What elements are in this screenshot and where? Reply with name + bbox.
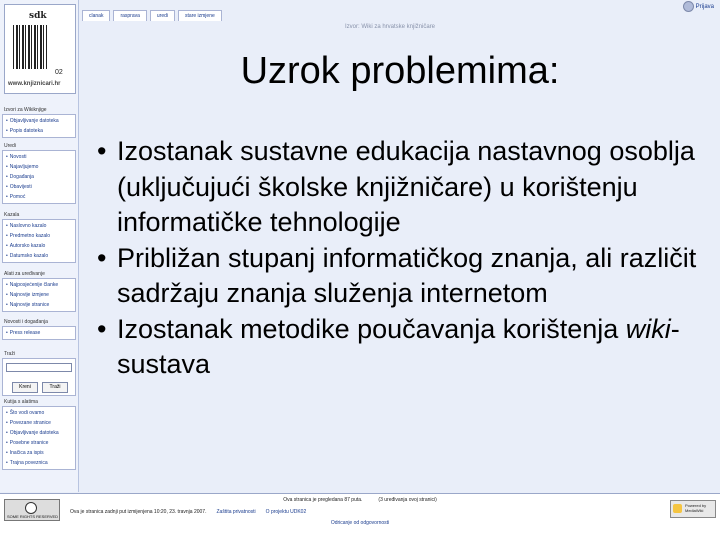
toolbox-item[interactable]: • Trajna poveznica bbox=[3, 458, 75, 468]
bullet-item: • Izostanak sustavne edukacija nastavnog osoblja (uključujući školske knjižničare) u korištenju informatičke tehnologije bbox=[89, 134, 715, 241]
logo-url: www.knjiznicari.hr bbox=[8, 81, 61, 87]
bullet-item: • Približan stupanj informatičkog znanja, ali različit sadržaju znanja služenja internetom bbox=[89, 241, 715, 312]
footer-info bbox=[70, 509, 306, 515]
mediawiki-badge[interactable] bbox=[670, 500, 716, 518]
sidebar-item[interactable]: • Popis datoteka bbox=[3, 126, 75, 136]
section-heading: Izvori za Wikiknjige bbox=[4, 107, 47, 113]
sidebar-item[interactable]: • Novosti bbox=[3, 152, 75, 162]
bullet-text: Izostanak metodike poučavanja korištenja bbox=[117, 313, 626, 344]
sidebar-item[interactable]: • Press release bbox=[3, 328, 75, 338]
site-subtitle: Izvor: Wiki za hrvatske knjižničare bbox=[345, 24, 436, 30]
sidebar-item[interactable]: • Autorsko kazalo bbox=[3, 241, 75, 251]
bullet-item bbox=[89, 312, 715, 383]
tab-stare-izmjene[interactable]: stare izmjene bbox=[178, 10, 222, 21]
sidebar-item[interactable]: • Pomoć bbox=[3, 192, 75, 202]
page-tabs bbox=[82, 10, 225, 22]
disclaimer-link[interactable]: Odricanje od odgovornosti bbox=[330, 520, 390, 526]
footer bbox=[0, 493, 720, 541]
logo-mark: sdk bbox=[29, 11, 47, 21]
page-title: Uzrok problemima: bbox=[240, 50, 560, 92]
cc-icon bbox=[25, 502, 37, 514]
bullet-list bbox=[89, 134, 715, 383]
mediawiki-icon bbox=[673, 504, 682, 513]
edit-count: (3 uređivanja ovoj stranici) bbox=[378, 497, 437, 503]
view-count: Ova stranica je pregledana 87 puta. bbox=[283, 497, 363, 503]
sidebar-item[interactable]: • Događanja bbox=[3, 172, 75, 182]
logo-number: 02 bbox=[55, 69, 63, 76]
section-heading: Traži bbox=[4, 351, 15, 357]
sidebar-section-kazala bbox=[2, 211, 76, 263]
login-link[interactable] bbox=[683, 1, 714, 12]
sidebar bbox=[0, 0, 79, 492]
sidebar-section-alati bbox=[2, 270, 76, 312]
sidebar-item[interactable]: • Najnovije stranice bbox=[3, 300, 75, 310]
bullet-text: -sustava bbox=[117, 313, 680, 379]
tab-uredi[interactable]: uredi bbox=[150, 10, 175, 21]
user-icon bbox=[683, 1, 694, 12]
cc-label: SOME RIGHTS RESERVED bbox=[7, 514, 59, 519]
footer-stats bbox=[0, 497, 720, 503]
section-heading: Kutija s alatima bbox=[4, 399, 38, 405]
bullet-emphasis: wiki bbox=[625, 313, 671, 344]
sidebar-toolbox bbox=[2, 398, 76, 470]
barcode-icon bbox=[13, 25, 47, 69]
last-modified: Ova je stranica zadnji put izmijenjena 10:20, 23. travnja 2007. bbox=[70, 509, 207, 515]
section-heading: Kazala bbox=[4, 212, 20, 218]
about-link[interactable]: O projektu UDK02 bbox=[265, 509, 307, 515]
search-button[interactable]: Traži bbox=[42, 382, 68, 393]
sidebar-item[interactable]: • Datumsko kazalo bbox=[3, 251, 75, 261]
site-logo[interactable] bbox=[4, 4, 76, 94]
search-input[interactable] bbox=[6, 363, 72, 372]
sidebar-section-izvori bbox=[2, 106, 76, 138]
sidebar-item[interactable]: • Predmetno kazalo bbox=[3, 231, 75, 241]
sidebar-search bbox=[2, 350, 76, 396]
mediawiki-label: Powered by MediaWiki bbox=[685, 503, 707, 513]
sidebar-item[interactable]: • Najnovije izmjene bbox=[3, 290, 75, 300]
section-heading: Novosti i događanja bbox=[4, 319, 48, 325]
tab-rasprava[interactable]: rasprava bbox=[113, 10, 146, 21]
toolbox-item[interactable]: • Što vodi ovamo bbox=[3, 408, 75, 418]
sidebar-item[interactable]: • Naslovno kazalo bbox=[3, 221, 75, 231]
toolbox-item[interactable]: • Objavljivanje datoteka bbox=[3, 428, 75, 438]
sidebar-item[interactable]: • Objavljivanje datoteka bbox=[3, 116, 75, 126]
login-label: Prijava bbox=[695, 4, 714, 11]
sidebar-section-novosti bbox=[2, 318, 76, 340]
sidebar-item[interactable]: • Najposjećenije članke bbox=[3, 280, 75, 290]
section-heading: Uredi bbox=[4, 143, 16, 149]
toolbox-item[interactable]: • Posebne stranice bbox=[3, 438, 75, 448]
toolbox-item[interactable]: • Inačica za ispis bbox=[3, 448, 75, 458]
privacy-link[interactable]: Zaštita privatnosti bbox=[216, 509, 256, 515]
tab-clanak[interactable]: clanak bbox=[82, 10, 110, 21]
go-button[interactable]: Kreni bbox=[12, 382, 38, 393]
sidebar-section-uredi bbox=[2, 142, 76, 204]
sidebar-item[interactable]: • Obavijesti bbox=[3, 182, 75, 192]
sidebar-item[interactable]: • Najavljujemo bbox=[3, 162, 75, 172]
section-heading: Alati za uređivanje bbox=[4, 271, 45, 277]
toolbox-item[interactable]: • Povezane stranice bbox=[3, 418, 75, 428]
